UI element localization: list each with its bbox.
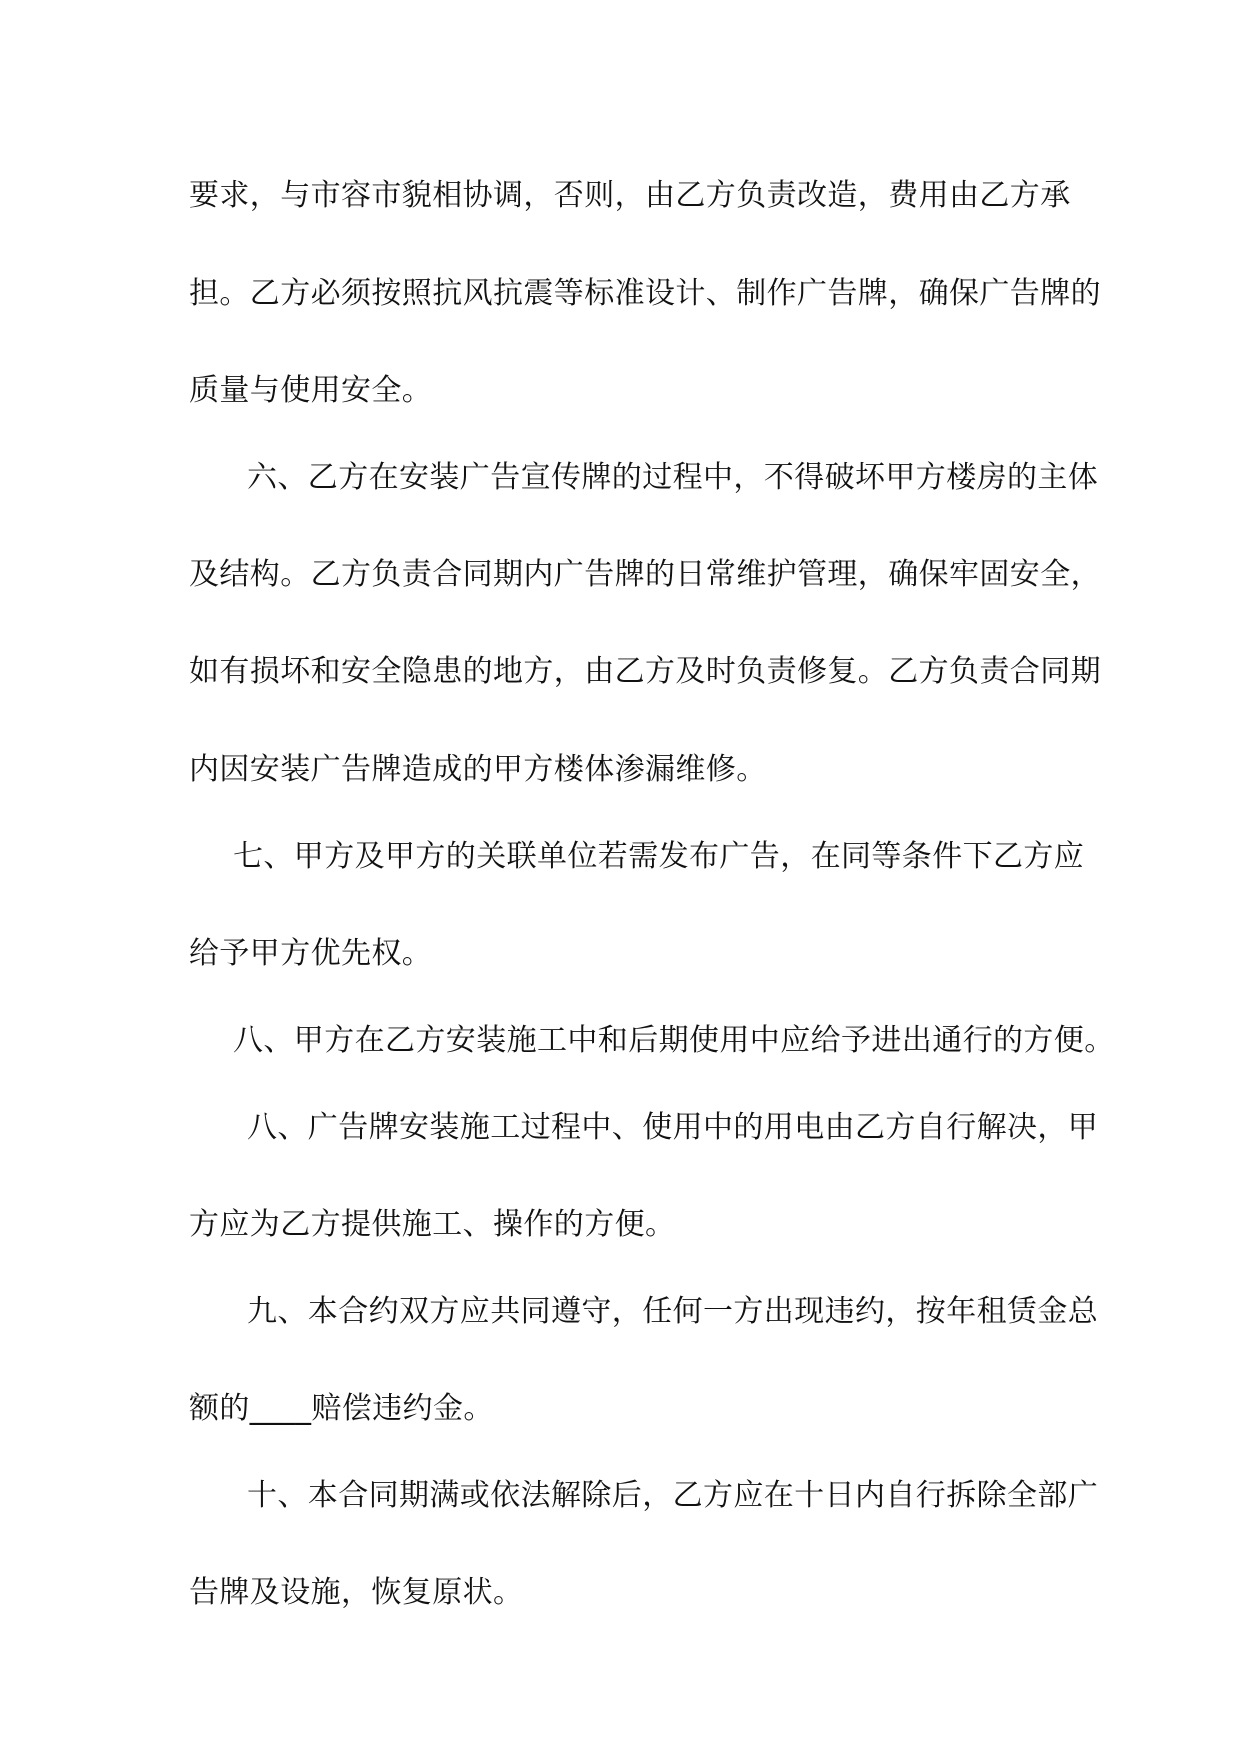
clause-eight-b-line: 八、广告牌安装施工过程中、使用中的用电由乙方自行解决，甲: [247, 1110, 1099, 1145]
text-line: 如有损坏和安全隐患的地方，由乙方及时负责修复。乙方负责合同期: [189, 654, 1101, 689]
text-line: 及结构。乙方负责合同期内广告牌的日常维护管理，确保牢固安全，: [189, 557, 1101, 592]
text-line: 质量与使用安全。: [189, 373, 433, 408]
clause-eight-a-line: 八、甲方在乙方安装施工中和后期使用中应给予进出通行的方便。: [233, 1023, 1115, 1058]
clause-seven-line: 七、甲方及甲方的关联单位若需发布广告，在同等条件下乙方应: [233, 839, 1085, 874]
text-line: 要求，与市容市貌相协调，否则，由乙方负责改造，费用由乙方承: [189, 178, 1071, 213]
clause-six-line: 六、乙方在安装广告宣传牌的过程中，不得破坏甲方楼房的主体: [247, 460, 1099, 495]
text-line: 给予甲方优先权。: [189, 936, 433, 971]
clause-nine-line: 九、本合约双方应共同遵守，任何一方出现违约，按年租赁金总: [247, 1294, 1099, 1329]
clause-ten-line: 十、本合同期满或依法解除后，乙方应在十日内自行拆除全部广: [247, 1478, 1099, 1513]
text-line: 内因安装广告牌造成的甲方楼体渗漏维修。: [189, 752, 767, 787]
text-line: 额的____赔偿违约金。: [189, 1391, 494, 1426]
text-line: 方应为乙方提供施工、操作的方便。: [189, 1207, 676, 1242]
text-line: 告牌及设施，恢复原状。: [189, 1575, 524, 1610]
text-line: 担。乙方必须按照抗风抗震等标准设计、制作广告牌，确保广告牌的: [189, 276, 1101, 311]
